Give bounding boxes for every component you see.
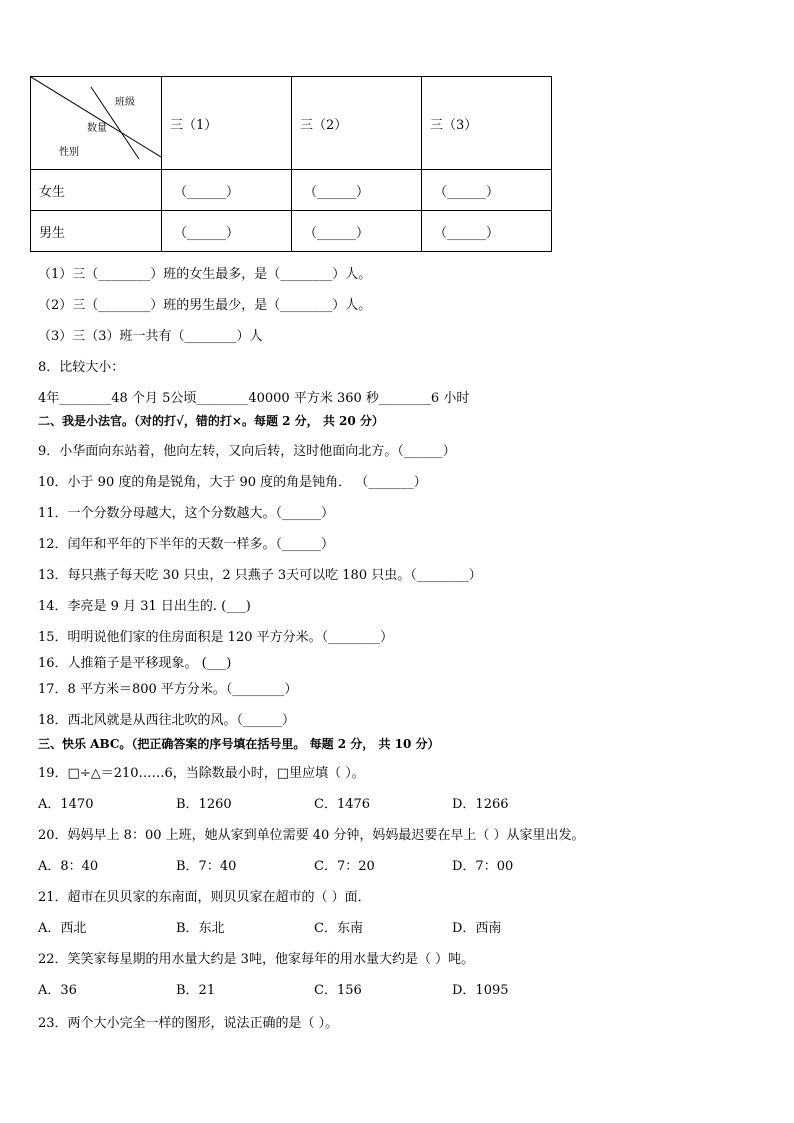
question-8-compare: 4年________48 个月 5公顷________40000 平方米 360 秒________6 小时 — [38, 391, 470, 406]
question-18: 18．西北风就是从西往北吹的风。（______） — [38, 713, 296, 728]
question-9: 9．小华面向东站着，他向左转，又向后转，这时他面向北方。（______） — [38, 444, 456, 459]
corner-label-class: 班级 — [115, 97, 135, 108]
option-a: A．36 — [38, 983, 77, 998]
question-15: 15．明明说他们家的住房面积是 120 平方分米。（________） — [38, 630, 394, 645]
question-17: 17．8 平方米＝800 平方分米。（________） — [38, 682, 298, 697]
answer-blank[interactable]: （______） — [162, 170, 292, 211]
question-19: 19．□÷△＝210……6，当除数最小时，□里应填（ ）。 — [38, 766, 365, 781]
question-20: 20．妈妈早上 8：00 上班，她从家到单位需要 40 分钟，妈妈最迟要在早上（ ）从家里出发。 — [38, 828, 585, 843]
question-13: 13．每只燕子每天吃 30 只虫，2 只燕子 3天可以吃 180 只虫。（________） — [38, 568, 482, 583]
option-c: C．7：20 — [314, 859, 375, 874]
corner-label-quantity: 数量 — [87, 123, 107, 134]
option-b: B．7：40 — [176, 859, 237, 874]
answer-blank[interactable]: （______） — [422, 211, 552, 252]
option-c: C．1476 — [314, 797, 371, 812]
option-b: B．1260 — [176, 797, 232, 812]
sub-question-3: （3）三（3）班一共有（________）人 — [38, 329, 263, 344]
question-23: 23．两个大小完全一样的图形，说法正确的是（ ）。 — [38, 1016, 339, 1031]
question-16: 16．人推箱子是平移现象。 (___) — [38, 656, 232, 671]
option-a: A．1470 — [38, 797, 94, 812]
option-c: C．156 — [314, 983, 362, 998]
table-row — [31, 170, 552, 211]
row-label: 女生 — [31, 170, 162, 211]
question-8: 8．比较大小： — [38, 360, 125, 375]
question-21: 21．超市在贝贝家的东南面，则贝贝家在超市的（ ）面． — [38, 890, 371, 905]
sub-question-1: （1）三（________）班的女生最多，是（________）人。 — [38, 267, 372, 282]
option-c: C．东南 — [314, 921, 363, 936]
sub-question-2: （2）三（________）班的男生最少，是（________）人。 — [38, 298, 372, 313]
answer-blank[interactable]: （______） — [292, 170, 422, 211]
class-gender-table — [30, 76, 552, 252]
question-12: 12．闰年和平年的下半年的天数一样多。（______） — [38, 537, 335, 552]
option-d: D．7：00 — [452, 859, 514, 874]
column-header: 三（3） — [422, 77, 552, 170]
corner-label-gender: 性别 — [59, 147, 79, 158]
section-3-heading: 三、快乐 ABC。（把正确答案的序号填在括号里。 每题 2 分， 共 10 分） — [38, 737, 440, 751]
option-a: A．8：40 — [38, 859, 99, 874]
row-label: 男生 — [31, 211, 162, 252]
option-a: A．西北 — [38, 921, 87, 936]
table-corner-cell — [31, 77, 162, 170]
table-row — [31, 211, 552, 252]
answer-blank[interactable]: （______） — [422, 170, 552, 211]
answer-blank[interactable]: （______） — [162, 211, 292, 252]
option-b: B．东北 — [176, 921, 225, 936]
option-d: D．西南 — [452, 921, 502, 936]
column-header: 三（2） — [292, 77, 422, 170]
column-header: 三（1） — [162, 77, 292, 170]
option-b: B．21 — [176, 983, 216, 998]
option-d: D．1095 — [452, 983, 509, 998]
question-14: 14．李亮是 9 月 31 日出生的. (___) — [38, 599, 251, 614]
answer-blank[interactable]: （______） — [292, 211, 422, 252]
question-10: 10．小于 90 度的角是锐角，大于 90 度的角是钝角． （_______） — [38, 475, 427, 490]
section-2-heading: 二、我是小法官。（对的打√，错的打×。每题 2 分， 共 20 分） — [38, 414, 384, 428]
question-11: 11．一个分数分母越大，这个分数越大。（______） — [38, 506, 335, 521]
option-d: D．1266 — [452, 797, 509, 812]
question-22: 22．笑笑家每星期的用水量大约是 3吨，他家每年的用水量大约是（ ）吨。 — [38, 952, 475, 967]
